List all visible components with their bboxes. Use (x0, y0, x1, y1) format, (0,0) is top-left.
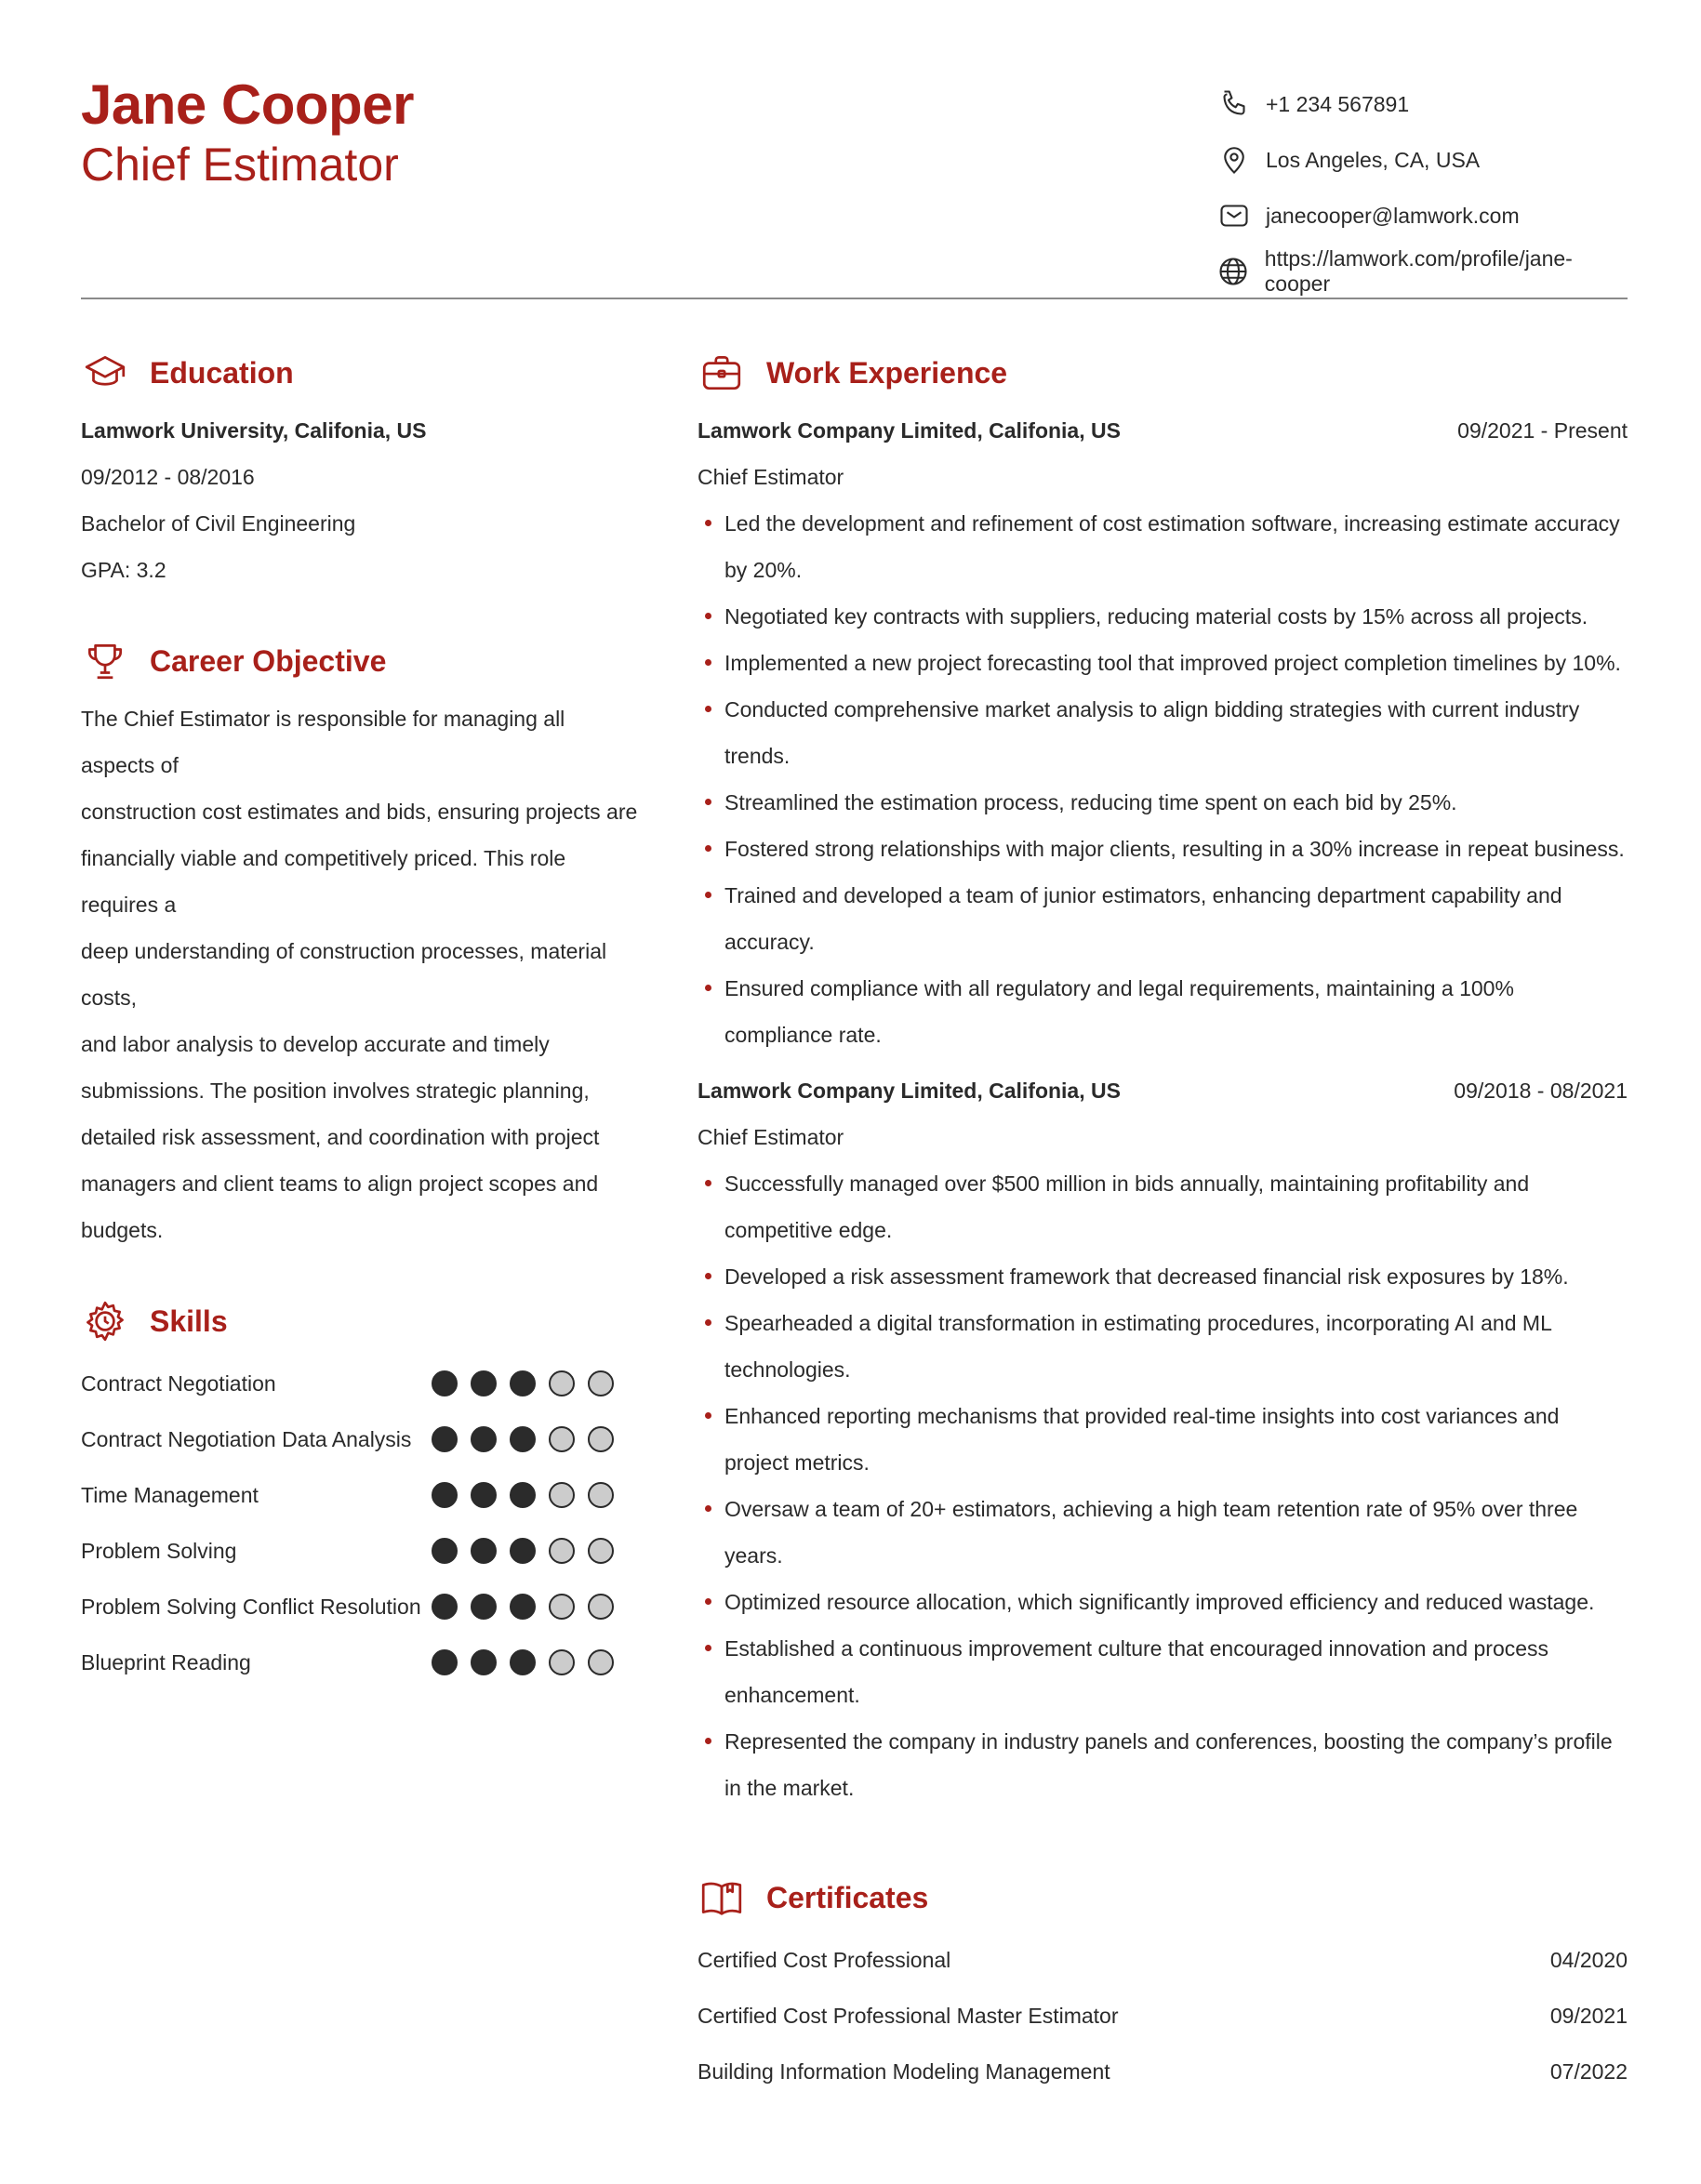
objective-heading (81, 630, 639, 692)
rating-dot-filled (471, 1538, 497, 1564)
job-header (698, 407, 1628, 454)
job-bullet: Conducted comprehensive market analysis to align bidding strategies with current industry trends. (698, 686, 1628, 779)
contact-list (1216, 76, 1627, 299)
objective-line: managers and client teams to align project scopes and (81, 1171, 599, 1196)
location-pin-icon (1216, 141, 1253, 179)
education-section (81, 342, 639, 593)
skill-rating (432, 1426, 627, 1452)
certificate-row (698, 1988, 1628, 2044)
objective-text (81, 695, 639, 1253)
certificates-title: Certificates (766, 1880, 929, 1914)
skill-rating (432, 1649, 627, 1675)
objective-line: budgets. (81, 1218, 164, 1242)
skill-rating (432, 1482, 627, 1508)
education-heading (81, 342, 639, 404)
skill-row (81, 1467, 639, 1523)
rating-dot-empty (588, 1594, 614, 1620)
job-bullet: Implemented a new project forecasting tool that improved project completion timelines by 10%. (698, 640, 1628, 686)
skills-heading (81, 1291, 639, 1352)
book-icon (698, 1873, 746, 1922)
left-column (81, 342, 639, 1690)
rating-dot-filled (510, 1426, 536, 1452)
job-bullet: Led the development and refinement of cost estimation software, increasing estimate accuracy by 20%. (698, 500, 1628, 593)
rating-dot-filled (471, 1370, 497, 1396)
rating-dot-filled (471, 1426, 497, 1452)
job-bullets (698, 500, 1628, 1058)
contact-location (1216, 132, 1627, 188)
job-bullet: Spearheaded a digital transformation in estimating procedures, incorporating AI and ML technologies. (698, 1300, 1628, 1393)
work-experience-section (698, 342, 1628, 1811)
rating-dot-empty (588, 1426, 614, 1452)
job-bullet: Developed a risk assessment framework that decreased financial risk exposures by 18%. (698, 1253, 1628, 1300)
rating-dot-filled (510, 1482, 536, 1508)
header-divider (81, 298, 1628, 299)
skill-name: Problem Solving (81, 1538, 237, 1563)
rating-dot-empty (588, 1370, 614, 1396)
certificate-name: Certified Cost Professional Master Estimator (698, 2004, 1119, 2028)
skill-name: Time Management (81, 1482, 259, 1507)
job-bullet: Trained and developed a team of junior estimators, enhancing department capability and accuracy. (698, 872, 1628, 965)
career-objective-section (81, 630, 639, 1253)
skill-rating (432, 1594, 627, 1620)
job-bullet: Optimized resource allocation, which significantly improved efficiency and reduced wastage. (698, 1579, 1628, 1625)
objective-line: submissions. The position involves strategic planning, (81, 1079, 590, 1103)
trophy-icon (81, 637, 129, 685)
job-bullets (698, 1160, 1628, 1811)
work-heading (698, 342, 1628, 404)
skill-name: Contract Negotiation Data Analysis (81, 1426, 412, 1451)
skill-row (81, 1579, 639, 1635)
job-header (698, 1067, 1628, 1114)
graduation-cap-icon (81, 349, 129, 397)
education-title: Education (150, 355, 294, 390)
certificate-name: Certified Cost Professional (698, 1948, 951, 1972)
objective-line: deep understanding of construction processes, material costs, (81, 939, 607, 1010)
rating-dot-empty (549, 1426, 575, 1452)
skill-rating (432, 1370, 627, 1396)
email-link[interactable]: janecooper@lamwork.com (1266, 203, 1520, 228)
job-bullet: Established a continuous improvement culture that encouraged innovation and process enhancement. (698, 1625, 1628, 1718)
rating-dot-filled (432, 1370, 458, 1396)
rating-dot-filled (471, 1482, 497, 1508)
skill-row (81, 1411, 639, 1467)
briefcase-icon (698, 349, 746, 397)
skills-list (81, 1356, 639, 1690)
rating-dot-empty (549, 1370, 575, 1396)
job-dates: 09/2018 - 08/2021 (1454, 1079, 1628, 1103)
certificate-name: Building Information Modeling Management (698, 2059, 1110, 2084)
skills-title: Skills (150, 1304, 228, 1338)
job-bullet: Enhanced reporting mechanisms that provided real-time insights into cost variances and project metrics. (698, 1393, 1628, 1486)
job-bullet: Streamlined the estimation process, reducing time spent on each bid by 25%. (698, 779, 1628, 826)
contact-email (1216, 188, 1627, 244)
education-school: Lamwork University, Califonia, US (81, 418, 427, 443)
certificate-row (698, 2044, 1628, 2099)
skill-name: Contract Negotiation (81, 1370, 276, 1396)
objective-line: detailed risk assessment, and coordination with project (81, 1125, 600, 1149)
rating-dot-filled (471, 1649, 497, 1675)
globe-icon (1216, 253, 1252, 290)
skill-row (81, 1635, 639, 1690)
job-role: Chief Estimator (698, 465, 844, 489)
rating-dot-empty (588, 1649, 614, 1675)
job-dates: 09/2021 - Present (1457, 418, 1628, 443)
job-bullet: Negotiated key contracts with suppliers, reducing material costs by 15% across all projects. (698, 593, 1628, 640)
rating-dot-filled (510, 1538, 536, 1564)
rating-dot-filled (510, 1649, 536, 1675)
candidate-title: Chief Estimator (81, 139, 399, 191)
objective-line: and labor analysis to develop accurate and timely (81, 1032, 550, 1056)
location-text: Los Angeles, CA, USA (1266, 147, 1481, 172)
objective-title: Career Objective (150, 643, 387, 678)
work-title: Work Experience (766, 355, 1008, 390)
candidate-name: Jane Cooper (81, 73, 414, 136)
job-bullet: Represented the company in industry panels and conferences, boosting the company’s profile in the market. (698, 1718, 1628, 1811)
rating-dot-filled (510, 1594, 536, 1620)
certificate-date: 07/2022 (1549, 2059, 1628, 2084)
phone-text: +1 234 567891 (1266, 91, 1410, 116)
skills-section (81, 1291, 639, 1690)
education-dates: 09/2012 - 08/2016 (81, 465, 255, 489)
phone-icon (1216, 86, 1253, 123)
skill-name: Problem Solving Conflict Resolution (81, 1594, 421, 1619)
skill-row (81, 1523, 639, 1579)
skill-name: Blueprint Reading (81, 1649, 251, 1674)
job-company: Lamwork Company Limited, Califonia, US (698, 1079, 1121, 1103)
resume-header (81, 65, 1627, 298)
job-entry (698, 407, 1628, 1058)
objective-line: The Chief Estimator is responsible for managing all aspects of (81, 707, 565, 777)
education-degree: Bachelor of Civil Engineering (81, 511, 356, 536)
certificates-section (698, 1867, 1628, 2099)
right-column (698, 342, 1628, 2099)
rating-dot-filled (471, 1594, 497, 1620)
mail-icon (1216, 197, 1253, 234)
certificate-row (698, 1932, 1628, 1988)
objective-line: construction cost estimates and bids, ensuring projects are (81, 800, 638, 824)
skill-row (81, 1356, 639, 1411)
rating-dot-empty (588, 1482, 614, 1508)
skill-rating (432, 1538, 627, 1564)
job-role: Chief Estimator (698, 1125, 844, 1149)
rating-dot-filled (432, 1538, 458, 1564)
gear-clock-icon (81, 1297, 129, 1345)
rating-dot-empty (549, 1649, 575, 1675)
job-bullet: Successfully managed over $500 million in bids annually, maintaining profitability and competitive edge. (698, 1160, 1628, 1253)
job-entry (698, 1067, 1628, 1811)
certificate-date: 04/2020 (1549, 1948, 1628, 1972)
rating-dot-filled (510, 1370, 536, 1396)
education-gpa: GPA: 3.2 (81, 558, 166, 582)
rating-dot-filled (432, 1649, 458, 1675)
job-bullet: Oversaw a team of 20+ estimators, achieving a high team retention rate of 95% over three years. (698, 1486, 1628, 1579)
job-bullet: Fostered strong relationships with major clients, resulting in a 30% increase in repeat business. (698, 826, 1628, 872)
rating-dot-filled (432, 1594, 458, 1620)
rating-dot-filled (432, 1482, 458, 1508)
contact-phone (1216, 76, 1627, 132)
job-bullet: Ensured compliance with all regulatory and legal requirements, maintaining a 100% compliance rate. (698, 965, 1628, 1058)
rating-dot-empty (549, 1538, 575, 1564)
rating-dot-empty (588, 1538, 614, 1564)
website-link[interactable]: https://lamwork.com/profile/jane-cooper (1264, 246, 1573, 296)
contact-website (1216, 244, 1627, 299)
rating-dot-empty (549, 1594, 575, 1620)
job-company: Lamwork Company Limited, Califonia, US (698, 418, 1121, 443)
certificate-date: 09/2021 (1549, 2004, 1628, 2028)
objective-line: financially viable and competitively priced. This role requires a (81, 846, 566, 917)
rating-dot-filled (432, 1426, 458, 1452)
rating-dot-empty (549, 1482, 575, 1508)
certificates-heading (698, 1867, 1628, 1928)
